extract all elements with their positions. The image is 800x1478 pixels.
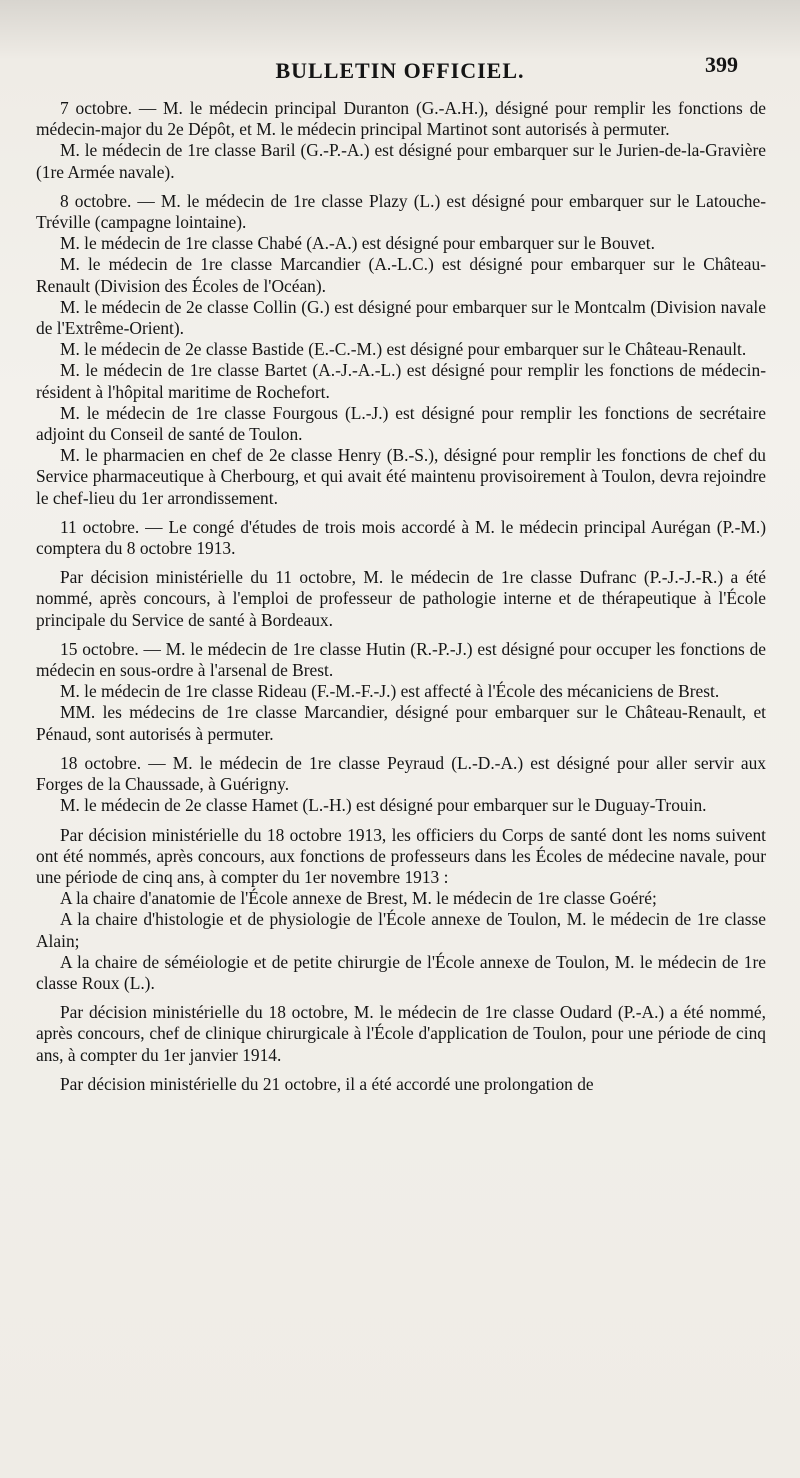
paragraph: 7 octobre. — M. le médecin principal Duranton (G.-A.H.), désigné pour remplir les fonctions de médecin-major du 2e Dépôt, et M. le médecin principal Martinot sont autorisés à permuter. <box>36 98 766 140</box>
paragraph: A la chaire d'anatomie de l'École annexe de Brest, M. le médecin de 1re classe Goéré; <box>60 888 657 909</box>
paragraph: M. le médecin de 1re classe Chabé (A.-A.) est désigné pour embarquer sur le Bouvet. <box>60 233 655 254</box>
paragraph: A la chaire de séméiologie et de petite chirurgie de l'École annexe de Toulon, M. le médecin de 1re classe Roux (L.). <box>36 951 766 993</box>
page-header <box>0 52 800 92</box>
page-number: 399 <box>705 52 738 77</box>
paragraph: M. le médecin de 1re classe Baril (G.-P.-A.) est désigné pour embarquer sur le Jurien-de-la-Gravière (1re Armée navale). <box>36 140 766 182</box>
paragraph: Par décision ministérielle du 11 octobre, M. le médecin de 1re classe Dufranc (P.-J.-J.-R.) a été nommé, après concours, à l'emploi de professeur de pathologie interne et de thérapeutique à l'École principale du Service de santé à Bordeaux. <box>36 567 766 630</box>
paragraph: M. le médecin de 1re classe Bartet (A.-J.-A.-L.) est désigné pour remplir les fonctions de médecin-résident à l'hôpital maritime de Rochefort. <box>36 360 766 402</box>
paragraph: MM. les médecins de 1re classe Marcandier, désigné pour embarquer sur le Château-Renault, et Pénaud, sont autorisés à permuter. <box>36 702 766 744</box>
paragraph: 15 octobre. — M. le médecin de 1re classe Hutin (R.-P.-J.) est désigné pour occuper les fonctions de médecin en sous-ordre à l'arsenal de Brest. <box>36 638 766 681</box>
paragraph: 18 octobre. — M. le médecin de 1re classe Peyraud (L.-D.-A.) est désigné pour aller servir aux Forges de la Chaussade, à Guérigny. <box>36 752 766 795</box>
paragraph: M. le médecin de 2e classe Collin (G.) est désigné pour embarquer sur le Montcalm (Division navale de l'Extrême-Orient). <box>36 296 766 339</box>
paragraph: M. le médecin de 1re classe Fourgous (L.-J.) est désigné pour remplir les fonctions de secrétaire adjoint du Conseil de santé de Toulon. <box>36 402 766 445</box>
paragraph: M. le pharmacien en chef de 2e classe Henry (B.-S.), désigné pour remplir les fonctions de chef du Service pharmaceutique à Cherbourg, et qui avait été maintenu provisoirement à Toulon, devra rejoindre le chef-lieu du 1er arrondissement. <box>36 445 766 508</box>
paragraph: A la chaire d'histologie et de physiologie de l'École annexe de Toulon, M. le médecin de 1re classe Alain; <box>36 909 766 951</box>
paragraph: 11 octobre. — Le congé d'études de trois mois accordé à M. le médecin principal Aurégan (P.-M.) comptera du 8 octobre 1913. <box>36 516 766 559</box>
running-title: BULLETIN OFFICIEL. <box>275 58 525 83</box>
paragraph: M. le médecin de 1re classe Rideau (F.-M.-F.-J.) est affecté à l'École des mécaniciens de Brest. <box>60 681 720 702</box>
body-text <box>36 98 766 1095</box>
paragraph: M. le médecin de 2e classe Hamet (L.-H.) est désigné pour embarquer sur le Duguay-Trouin. <box>60 795 707 816</box>
paragraph: M. le médecin de 1re classe Marcandier (A.-L.C.) est désigné pour embarquer sur le Château-Renault (Division des Écoles de l'Océan). <box>36 254 766 296</box>
paragraph: Par décision ministérielle du 21 octobre, il a été accordé une prolongation de <box>60 1073 594 1094</box>
paragraph: Par décision ministérielle du 18 octobre 1913, les officiers du Corps de santé dont les noms suivent ont été nommés, après concours, aux fonctions de professeurs dans les Écoles de médecine navale, pour une période de cinq ans, à compter du 1er novembre 1913 : <box>36 824 766 887</box>
paragraph: M. le médecin de 2e classe Bastide (E.-C.-M.) est désigné pour embarquer sur le Château-Renault. <box>60 339 747 360</box>
paragraph: 8 octobre. — M. le médecin de 1re classe Plazy (L.) est désigné pour embarquer sur le Latouche-Tréville (campagne lointaine). <box>36 190 766 233</box>
paragraph: Par décision ministérielle du 18 octobre, M. le médecin de 1re classe Oudard (P.-A.) a été nommé, après concours, chef de clinique chirurgicale à l'École d'application de Toulon, pour une période de cinq ans, à compter du 1er janvier 1914. <box>36 1002 766 1065</box>
